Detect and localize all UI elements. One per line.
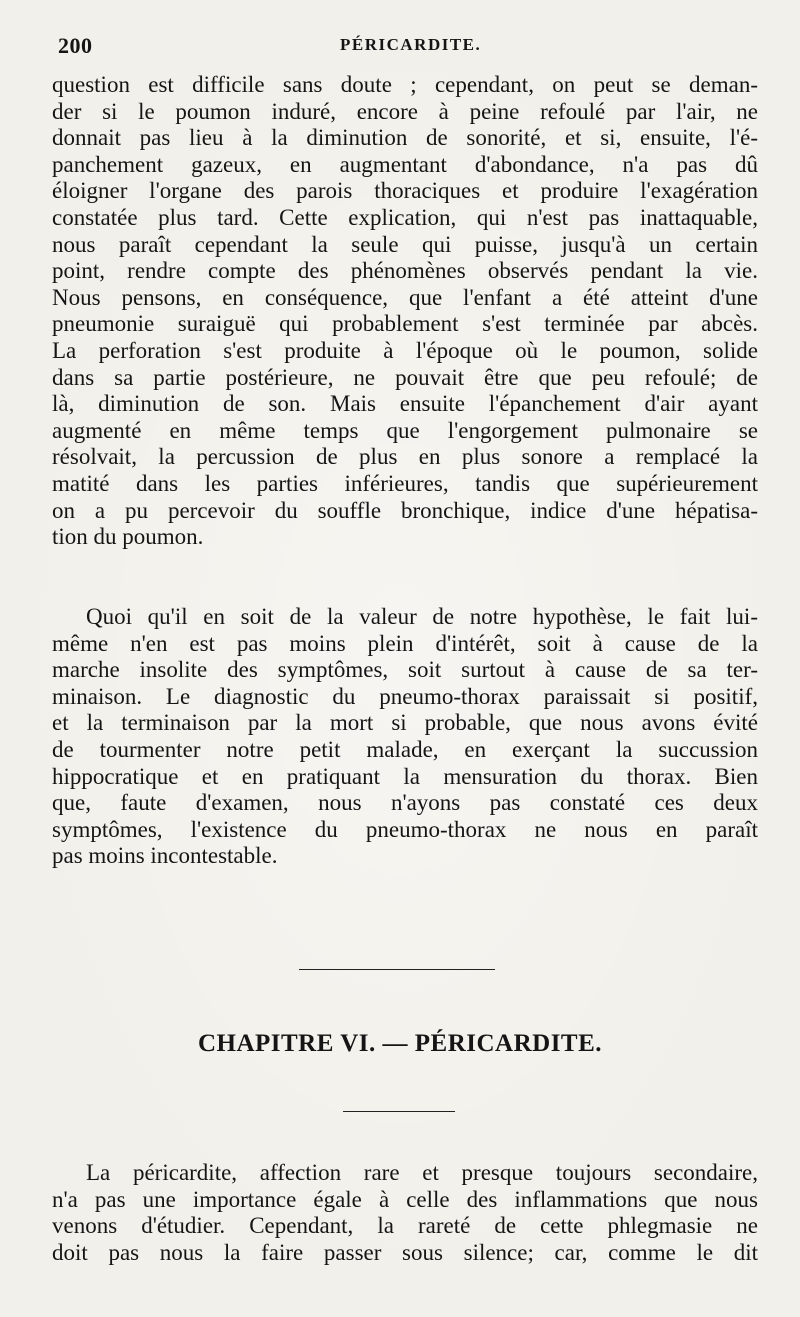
text-line: dans sa partie postérieure, ne pouvait être que peu refoulé; de xyxy=(52,364,758,390)
text-line: hippocratique et en pratiquant la mensuration du thorax. Bien xyxy=(52,763,758,789)
text-line: n'a pas une importance égale à celle des inflammations que nous xyxy=(52,1186,758,1212)
text-line: constatée plus tard. Cette explication, qui n'est pas inattaquable, xyxy=(52,204,758,230)
section-divider-bottom xyxy=(343,1111,455,1112)
text-line: pneumonie suraiguë qui probablement s'est terminée par abcès. xyxy=(52,311,758,337)
text-line: minaison. Le diagnostic du pneumo-thorax paraissait si positif, xyxy=(52,683,758,709)
text-line: marche insolite des symptômes, soit surtout à cause de sa ter- xyxy=(52,657,758,683)
running-head xyxy=(58,33,758,59)
text-line: pas moins incontestable. xyxy=(52,843,278,869)
text-line: que, faute d'examen, nous n'ayons pas constaté ces deux xyxy=(52,790,758,816)
paragraph-3 xyxy=(52,1160,758,1266)
paragraph-1 xyxy=(52,72,758,551)
chapter-heading: CHAPITRE VI. — PÉRICARDITE. xyxy=(197,1030,603,1057)
text-line: tion du poumon. xyxy=(52,524,204,550)
text-line: augmenté en même temps que l'engorgement pulmonaire se xyxy=(52,417,758,443)
text-line: là, diminution de son. Mais ensuite l'épanchement d'air ayant xyxy=(52,391,758,417)
text-line: doit pas nous la faire passer sous silence; car, comme le dit xyxy=(52,1239,758,1265)
text-line: Nous pensons, en conséquence, que l'enfant a été atteint d'une xyxy=(52,284,758,310)
text-line: éloigner l'organe des parois thoraciques et produire l'exagération xyxy=(52,178,758,204)
text-line: résolvait, la percussion de plus en plus sonore a remplacé la xyxy=(52,444,758,470)
text-line: de tourmenter notre petit malade, en exerçant la succussion xyxy=(52,736,758,762)
text-line: matité dans les parties inférieures, tandis que supérieurement xyxy=(52,470,758,496)
section-divider-top xyxy=(299,969,495,970)
text-line: nous paraît cependant la seule qui puisse, jusqu'à un certain xyxy=(52,231,758,257)
text-line: La perforation s'est produite à l'époque où le poumon, solide xyxy=(52,337,758,363)
text-line: La péricardite, affection rare et presque toujours secondaire, xyxy=(86,1160,758,1185)
text-line: Quoi qu'il en soit de la valeur de notre hypothèse, le fait lui- xyxy=(86,604,758,629)
page-number: 200 xyxy=(58,33,93,58)
text-line: même n'en est pas moins plein d'intérêt, soit à cause de la xyxy=(52,630,758,656)
text-line: on a pu percevoir du souffle bronchique, indice d'une hépatisa- xyxy=(52,497,758,523)
text-line: question est difficile sans doute ; cependant, on peut se deman- xyxy=(52,72,758,97)
text-line: et la terminaison par la mort si probable, que nous avons évité xyxy=(52,710,758,736)
text-line: symptômes, l'existence du pneumo-thorax ne nous en paraît xyxy=(52,816,758,842)
paragraph-2 xyxy=(52,604,758,870)
text-line: point, rendre compte des phénomènes observés pendant la vie. xyxy=(52,258,758,284)
text-line: panchement gazeux, en augmentant d'abondance, n'a pas dû xyxy=(52,151,758,177)
text-line: der si le poumon induré, encore à peine refoulé par l'air, ne xyxy=(52,98,758,124)
text-line: venons d'étudier. Cependant, la rareté de cette phlegmasie ne xyxy=(52,1213,758,1239)
running-title: PÉRICARDITE. xyxy=(340,35,482,54)
text-line: donnait pas lieu à la diminution de sonorité, et si, ensuite, l'é- xyxy=(52,125,758,151)
